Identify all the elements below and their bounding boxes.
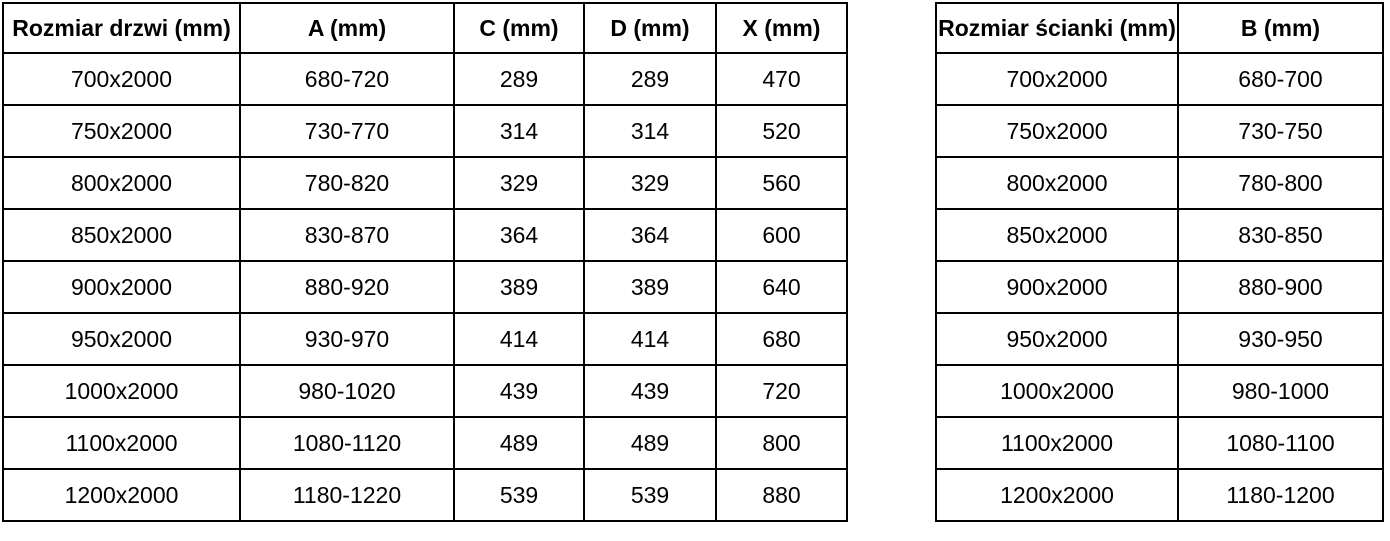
table-cell: 880-900 xyxy=(1178,261,1383,313)
table-row xyxy=(3,469,847,521)
table-cell: 1200x2000 xyxy=(3,469,240,521)
door-table-body xyxy=(3,53,847,521)
door-table-header-row xyxy=(3,3,847,53)
table-row xyxy=(3,417,847,469)
wall-table-header-row xyxy=(936,3,1383,53)
table-cell: 900x2000 xyxy=(936,261,1178,313)
table-cell: 830-850 xyxy=(1178,209,1383,261)
table-row xyxy=(936,313,1383,365)
table-cell: 489 xyxy=(584,417,716,469)
table-cell: 700x2000 xyxy=(936,53,1178,105)
table-row xyxy=(3,313,847,365)
table-cell: 950x2000 xyxy=(936,313,1178,365)
table-cell: 439 xyxy=(584,365,716,417)
table-row xyxy=(3,209,847,261)
column-header: A (mm) xyxy=(240,3,454,53)
table-cell: 720 xyxy=(716,365,847,417)
table-cell: 1100x2000 xyxy=(936,417,1178,469)
table-cell: 800x2000 xyxy=(936,157,1178,209)
table-cell: 930-950 xyxy=(1178,313,1383,365)
column-header: C (mm) xyxy=(454,3,584,53)
table-cell: 730-750 xyxy=(1178,105,1383,157)
table-row xyxy=(936,157,1383,209)
table-cell: 640 xyxy=(716,261,847,313)
table-row xyxy=(3,105,847,157)
table-cell: 680-720 xyxy=(240,53,454,105)
table-cell: 800x2000 xyxy=(3,157,240,209)
table-row xyxy=(936,53,1383,105)
table-row xyxy=(3,261,847,313)
table-cell: 700x2000 xyxy=(3,53,240,105)
table-cell: 520 xyxy=(716,105,847,157)
table-cell: 780-800 xyxy=(1178,157,1383,209)
table-cell: 730-770 xyxy=(240,105,454,157)
table-cell: 880-920 xyxy=(240,261,454,313)
table-cell: 489 xyxy=(454,417,584,469)
table-cell: 1000x2000 xyxy=(3,365,240,417)
table-cell: 850x2000 xyxy=(936,209,1178,261)
table-cell: 364 xyxy=(454,209,584,261)
table-cell: 329 xyxy=(584,157,716,209)
table-cell: 439 xyxy=(454,365,584,417)
column-header: X (mm) xyxy=(716,3,847,53)
table-cell: 830-870 xyxy=(240,209,454,261)
table-cell: 364 xyxy=(584,209,716,261)
table-cell: 780-820 xyxy=(240,157,454,209)
column-header: D (mm) xyxy=(584,3,716,53)
table-cell: 289 xyxy=(584,53,716,105)
table-row xyxy=(936,209,1383,261)
column-header: B (mm) xyxy=(1178,3,1383,53)
table-cell: 389 xyxy=(584,261,716,313)
table-cell: 600 xyxy=(716,209,847,261)
table-row xyxy=(936,469,1383,521)
table-cell: 950x2000 xyxy=(3,313,240,365)
table-cell: 680 xyxy=(716,313,847,365)
table-row xyxy=(3,365,847,417)
table-cell: 539 xyxy=(454,469,584,521)
table-cell: 539 xyxy=(584,469,716,521)
table-row xyxy=(936,365,1383,417)
table-cell: 314 xyxy=(584,105,716,157)
table-row xyxy=(3,157,847,209)
door-size-table xyxy=(2,2,848,522)
table-cell: 470 xyxy=(716,53,847,105)
table-cell: 1000x2000 xyxy=(936,365,1178,417)
column-header: Rozmiar drzwi (mm) xyxy=(3,3,240,53)
table-cell: 1200x2000 xyxy=(936,469,1178,521)
table-cell: 1180-1220 xyxy=(240,469,454,521)
wall-table-body xyxy=(936,53,1383,521)
table-cell: 900x2000 xyxy=(3,261,240,313)
table-cell: 880 xyxy=(716,469,847,521)
table-cell: 850x2000 xyxy=(3,209,240,261)
table-row xyxy=(3,53,847,105)
table-cell: 750x2000 xyxy=(3,105,240,157)
table-cell: 414 xyxy=(454,313,584,365)
table-cell: 980-1020 xyxy=(240,365,454,417)
table-cell: 1080-1120 xyxy=(240,417,454,469)
wall-size-table xyxy=(935,2,1384,522)
table-cell: 680-700 xyxy=(1178,53,1383,105)
table-cell: 750x2000 xyxy=(936,105,1178,157)
table-row xyxy=(936,417,1383,469)
table-row xyxy=(936,105,1383,157)
table-cell: 1180-1200 xyxy=(1178,469,1383,521)
table-cell: 414 xyxy=(584,313,716,365)
table-cell: 1080-1100 xyxy=(1178,417,1383,469)
table-cell: 289 xyxy=(454,53,584,105)
table-cell: 329 xyxy=(454,157,584,209)
table-cell: 314 xyxy=(454,105,584,157)
table-cell: 389 xyxy=(454,261,584,313)
table-cell: 560 xyxy=(716,157,847,209)
column-header: Rozmiar ścianki (mm) xyxy=(936,3,1178,53)
table-row xyxy=(936,261,1383,313)
table-cell: 1100x2000 xyxy=(3,417,240,469)
table-cell: 800 xyxy=(716,417,847,469)
table-cell: 980-1000 xyxy=(1178,365,1383,417)
table-cell: 930-970 xyxy=(240,313,454,365)
